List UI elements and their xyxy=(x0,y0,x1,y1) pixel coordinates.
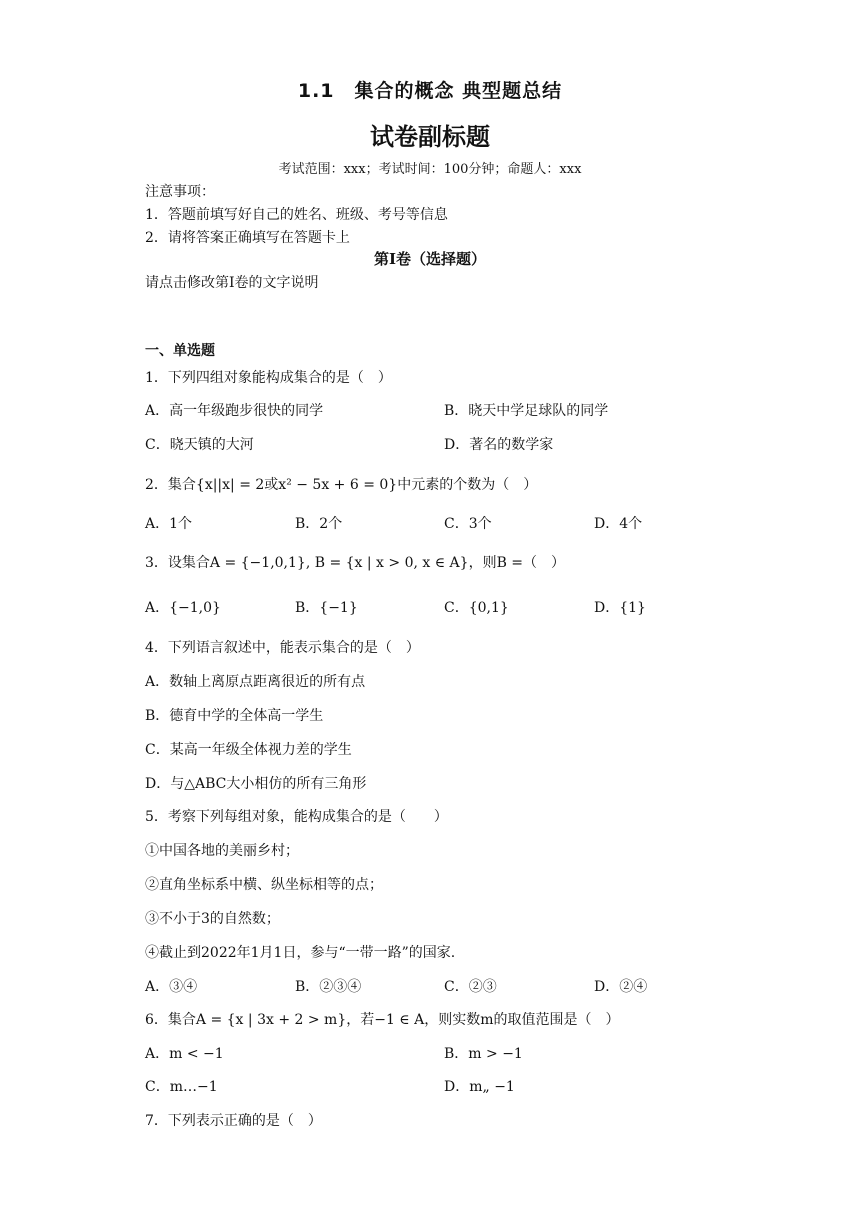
question-option: C．②③ xyxy=(444,979,497,995)
question-option: B．{−1} xyxy=(295,600,358,616)
question-option: C．某高一年级全体视力差的学生 xyxy=(145,742,352,758)
question-option: A．m < −1 xyxy=(145,1046,224,1062)
question-stem: 4．下列语言叙述中，能表示集合的是（ ） xyxy=(145,640,420,656)
question-option: A．数轴上离原点距离很近的所有点 xyxy=(145,674,366,690)
question-option: C．{0,1} xyxy=(444,600,509,616)
question-option: B．②③④ xyxy=(295,979,362,995)
question-stem: 1．下列四组对象能构成集合的是（ ） xyxy=(145,370,392,386)
question-option: B．德育中学的全体高一学生 xyxy=(145,708,324,724)
question-option: D．{1} xyxy=(594,600,646,616)
question-stem: 6．集合A = {x | 3x + 2 > m}，若−1 ∈ A，则实数m的取值范围是（ ） xyxy=(145,1012,620,1028)
exam-meta: 考试范围：xxx；考试时间：100分钟；命题人：xxx xyxy=(278,162,582,177)
notice-heading: 注意事项： xyxy=(145,184,215,200)
section-title: 一、单选题 xyxy=(145,343,215,359)
question-option: A．{−1,0} xyxy=(145,600,221,616)
notice-item: 1．答题前填写好自己的姓名、班级、考号等信息 xyxy=(145,207,448,223)
question-option: D．②④ xyxy=(594,979,648,995)
question-option: D．4个 xyxy=(594,516,643,532)
question-stem: 5．考察下列每组对象，能构成集合的是（ ） xyxy=(145,809,448,825)
question-option: B．2个 xyxy=(295,516,343,532)
question-item: ③不小于3的自然数； xyxy=(145,911,280,927)
volume-title: 第I卷（选择题） xyxy=(373,250,487,268)
question-option: D．著名的数学家 xyxy=(444,437,554,453)
question-option: C．晓天镇的大河 xyxy=(145,437,254,453)
question-option: C．3个 xyxy=(444,516,492,532)
volume-desc: 请点击修改第I卷的文字说明 xyxy=(145,275,319,291)
question-option: A．1个 xyxy=(145,516,193,532)
notice-item: 2．请将答案正确填写在答题卡上 xyxy=(145,230,350,246)
question-item: ④截止到2022年1月1日，参与“一带一路”的国家. xyxy=(145,945,456,961)
question-stem: 2．集合{x||x| = 2或x² − 5x + 6 = 0}中元素的个数为（ ） xyxy=(145,477,538,493)
exam-title: 1.1 集合的概念 典型题总结 xyxy=(297,80,563,102)
question-stem: 3．设集合A = {−1,0,1}, B = {x | x > 0, x ∈ A}，则B =（ ） xyxy=(145,555,566,571)
question-option: A．③④ xyxy=(145,979,198,995)
question-stem: 7．下列表示正确的是（ ） xyxy=(145,1113,322,1129)
question-option: C．m…−1 xyxy=(145,1079,218,1095)
question-option: D．m„ −1 xyxy=(444,1079,515,1095)
question-option: A．高一年级跑步很快的同学 xyxy=(145,403,324,419)
question-option: B．m > −1 xyxy=(444,1046,523,1062)
question-option: B．晓天中学足球队的同学 xyxy=(444,403,609,419)
exam-subtitle: 试卷副标题 xyxy=(370,123,490,151)
question-item: ②直角坐标系中横、纵坐标相等的点； xyxy=(145,877,383,893)
question-item: ①中国各地的美丽乡村； xyxy=(145,843,299,859)
question-option: D．与△ABC大小相仿的所有三角形 xyxy=(145,776,367,792)
